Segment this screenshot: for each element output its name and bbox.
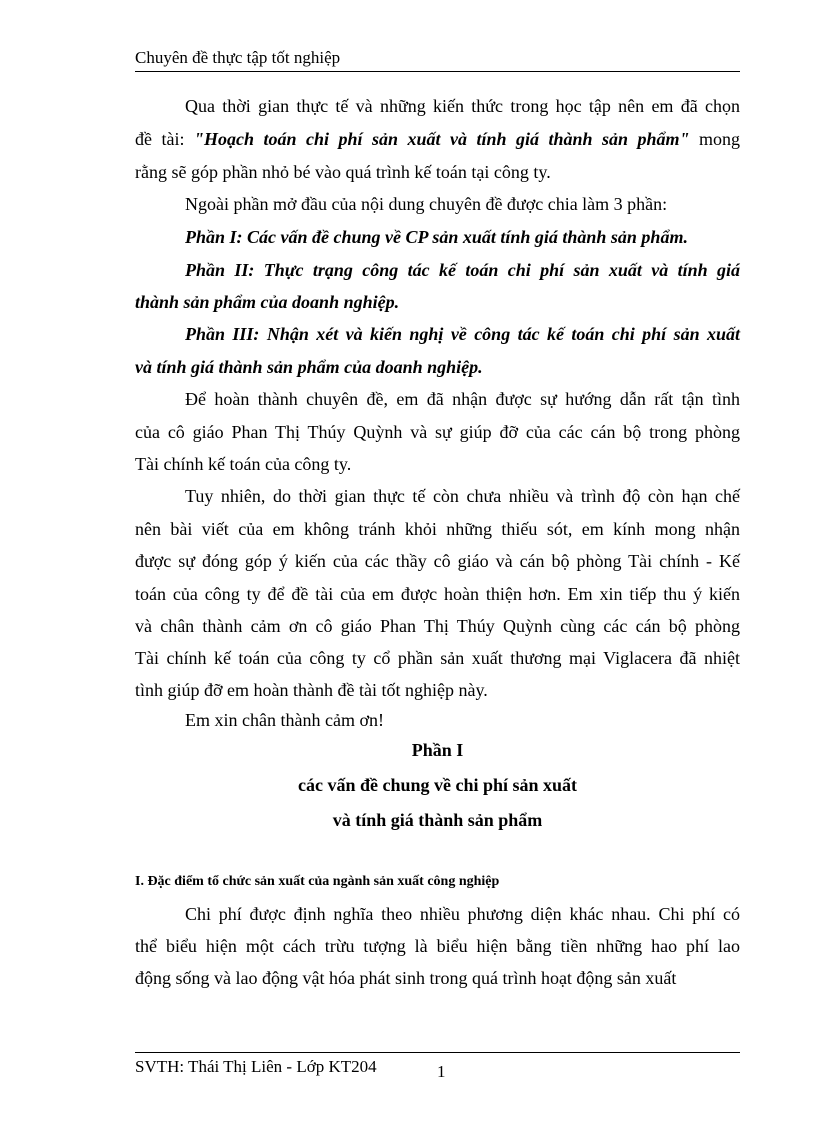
text: đề tài: [135,129,194,149]
paragraph-line: tình giúp đỡ em hoàn thành đề tài tốt nghiệp này. [135,680,488,700]
paragraph-line: Tài chính kế toán của công ty. [135,454,352,474]
paragraph-line: Qua thời gian thực tế và những kiến thức trong học tập nên em đã chọn [185,96,740,116]
paragraph-line: Để hoàn thành chuyên đề, em đã nhận được sự hướng dẫn rất tận tình [185,389,740,409]
paragraph-line: toán của công ty để đề tài của em được hoàn thiện hơn. Em xin tiếp thu ý kiến [135,584,740,604]
chapter-subtitle: các vấn đề chung về chi phí sản xuất [297,775,578,795]
part-3-line: và tính giá thành sản phẩm của doanh nghiệp. [135,357,483,377]
footer-author: SVTH: Thái Thị Liên - Lớp KT204 [135,1057,377,1076]
part-3-line: Phần III: Nhận xét và kiến nghị về công tác kế toán chi phí sản xuất [185,324,740,344]
text: mong [689,129,740,149]
paragraph-line: Tài chính kế toán của công ty cổ phần sản xuất thương mại Viglacera đã nhiệt [135,648,740,668]
header-rule [135,71,740,72]
paragraph-line: Chi phí được định nghĩa theo nhiều phương diện khác nhau. Chi phí có [185,904,740,924]
thesis-title: "Hoạch toán chi phí sản xuất và tính giá thành sản phẩm" [193,129,690,149]
paragraph-line [135,123,740,155]
paragraph-line: nên bài viết của em không tránh khỏi những thiếu sót, em kính mong nhận [135,519,740,539]
part-2-line: thành sản phẩm của doanh nghiệp. [135,292,400,312]
part-1-line: Phần I: Các vấn đề chung về CP sản xuất tính giá thành sản phẩm. [185,227,688,247]
paragraph-line: được sự đóng góp ý kiến của các thầy cô giáo và cán bộ phòng Tài chính - Kế [135,551,740,571]
page-number: 1 [437,1062,446,1081]
section-heading: I. Đặc điểm tổ chức sản xuất của ngành sản xuất công nghiệp [135,874,500,889]
paragraph-line: thể biểu hiện một cách trừu tượng là biểu hiện bằng tiền những hao phí lao [135,936,740,956]
footer-rule [135,1052,740,1053]
chapter-subtitle: và tính giá thành sản phẩm [332,810,543,830]
paragraph-line: động sống và lao động vật hóa phát sinh trong quá trình hoạt động sản xuất [135,968,677,988]
part-2-line: Phần II: Thực trạng công tác kế toán chi phí sản xuất và tính giá [185,260,740,280]
paragraph-line: Ngoài phần mở đầu của nội dung chuyên đề được chia làm 3 phần: [185,194,668,214]
chapter-title: Phần I [411,740,464,760]
running-header: Chuyên đề thực tập tốt nghiệp [135,48,341,67]
paragraph-line: Em xin chân thành cảm ơn! [185,710,384,730]
paragraph-line: rằng sẽ góp phần nhỏ bé vào quá trình kế toán tại công ty. [135,162,551,182]
paragraph-line: Tuy nhiên, do thời gian thực tế còn chưa nhiều và trình độ còn hạn chế [185,486,740,506]
paragraph-line: của cô giáo Phan Thị Thúy Quỳnh và sự giúp đỡ của các cán bộ trong phòng [135,422,740,442]
paragraph-line: và chân thành cảm ơn cô giáo Phan Thị Thúy Quỳnh cùng các cán bộ phòng [135,616,740,636]
